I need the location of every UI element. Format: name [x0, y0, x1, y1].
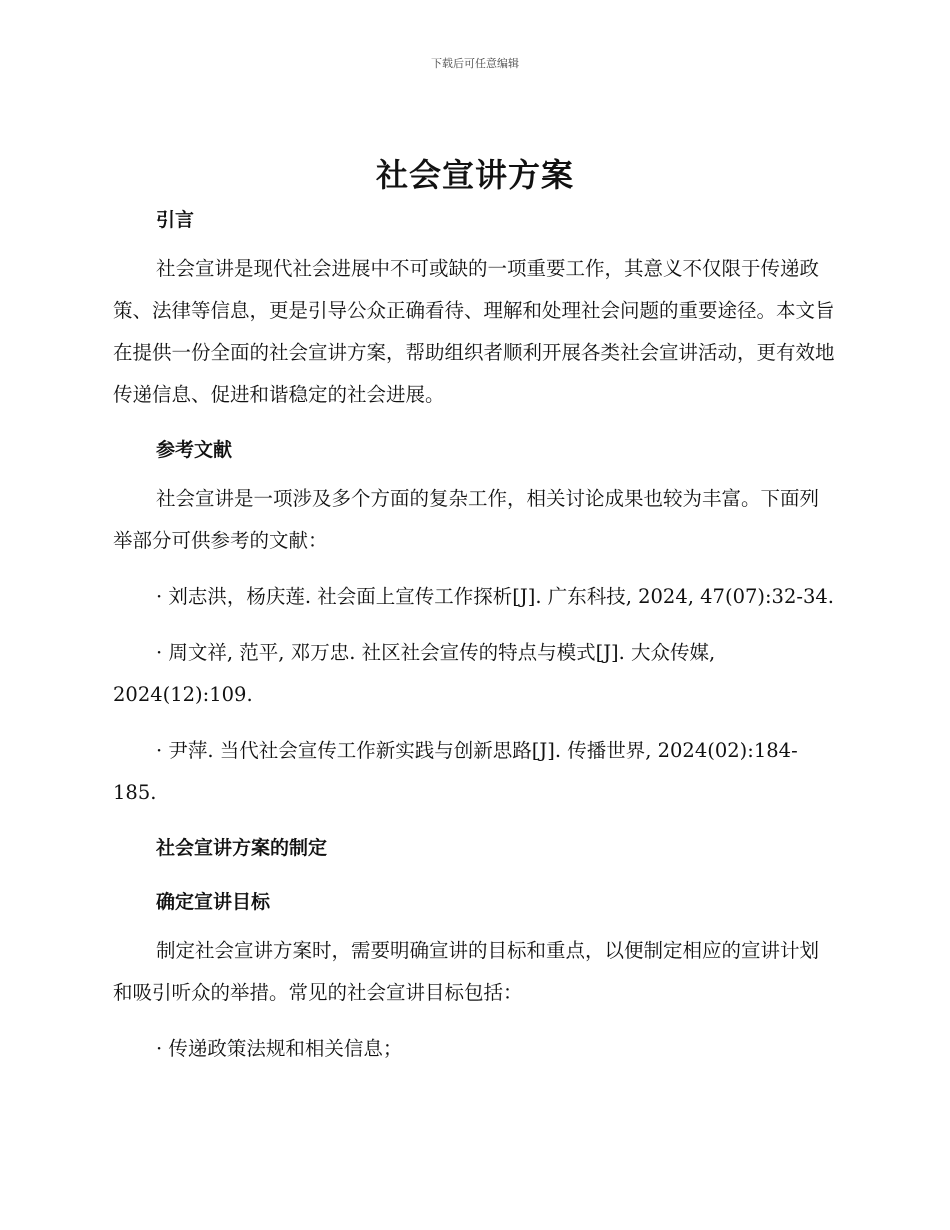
reference-item: · 尹萍. 当代社会宣传工作新实践与创新思路[J]. 传播世界, 2024(02):184-185.: [113, 739, 798, 804]
references-intro-paragraph: 社会宣讲是一项涉及多个方面的复杂工作，相关讨论成果也较为丰富。下面列举部分可供参考的文献：: [113, 487, 820, 552]
section-heading-goal: 确定宣讲目标: [156, 891, 271, 913]
section-heading-plan: 社会宣讲方案的制定: [156, 837, 328, 859]
goal-paragraph: 制定社会宣讲方案时，需要明确宣讲的目标和重点，以便制定相应的宣讲计划和吸引听众的举措。常见的社会宣讲目标包括：: [113, 939, 820, 1004]
section-heading-intro: 引言: [156, 209, 195, 231]
goal-list-item: · 传递政策法规和相关信息；: [156, 1037, 403, 1060]
reference-item: · 刘志洪，杨庆莲. 社会面上宣传工作探析[J]. 广东科技, 2024, 47(07):32-34.: [156, 585, 834, 608]
page-header-note: 下载后可任意编辑: [431, 57, 519, 70]
reference-item: · 周文祥, 范平, 邓万忠. 社区社会宣传的特点与模式[J]. 大众传媒, 2024(12):109.: [113, 641, 716, 706]
document-body: [113, 200, 838, 1070]
intro-paragraph: 社会宣讲是现代社会进展中不可或缺的一项重要工作，其意义不仅限于传递政策、法律等信息，更是引导公众正确看待、理解和处理社会问题的重要途径。本文旨在提供一份全面的社会宣讲方案，帮助组织者顺利开展各类社会宣讲活动，更有效地传递信息、促进和谐稳定的社会进展。: [113, 257, 835, 406]
section-heading-references: 参考文献: [156, 439, 233, 461]
document-title: 社会宣讲方案: [375, 156, 574, 194]
